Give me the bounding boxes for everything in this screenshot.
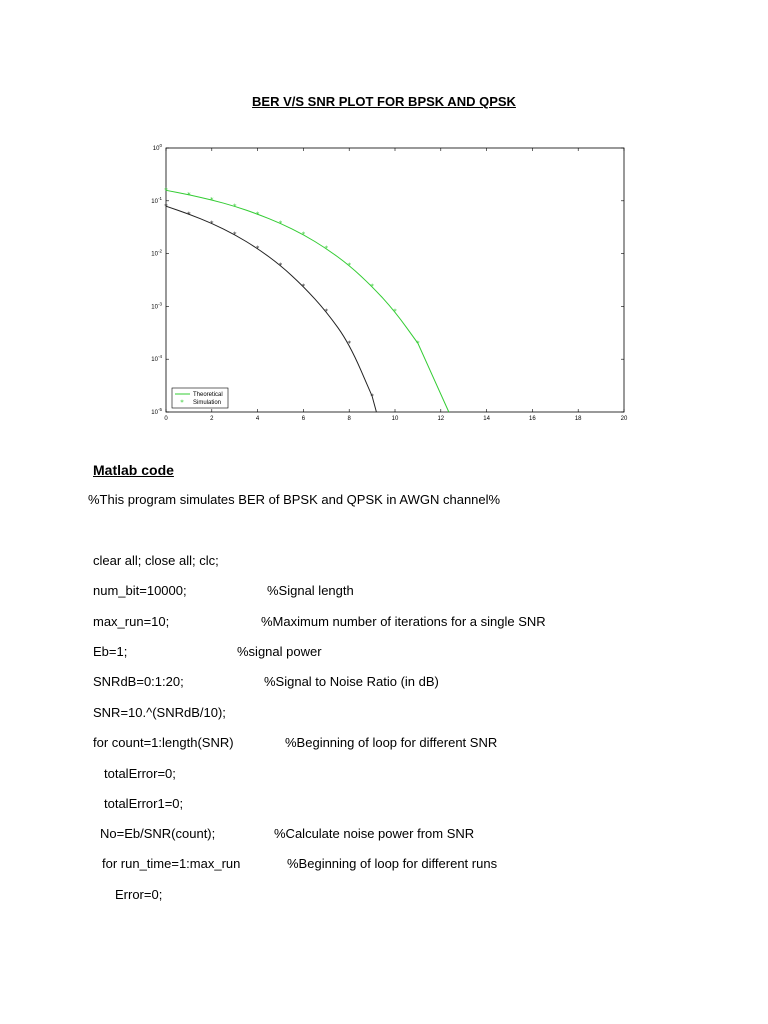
plot-svg (140, 138, 650, 448)
data-point: * (324, 244, 329, 253)
code-comment: %signal power (237, 644, 322, 659)
data-point: * (210, 219, 214, 228)
data-point: * (255, 244, 260, 253)
code-line: SNRdB=0:1:20; (93, 674, 184, 689)
legend-simulation-label: Simulation (193, 400, 222, 406)
y-tick-label: $10^{-3}$ (151, 301, 162, 311)
y-tick-label: $10^{-5}$ (151, 407, 162, 416)
code-comment: %Signal length (267, 583, 354, 598)
x-tick-label: 16 (529, 416, 536, 422)
code-line: Eb=1; (93, 644, 128, 659)
x-tick-label: 8 (347, 416, 351, 422)
data-point: * (324, 307, 329, 316)
data-point: * (370, 282, 374, 291)
data-point: * (278, 219, 283, 228)
x-tick-label: 6 (301, 416, 306, 422)
y-tick-label: $10^{-2}$ (151, 248, 162, 258)
data-point: * (255, 210, 260, 219)
data-point: * (347, 339, 351, 348)
code-line: No=Eb/SNR(count); (100, 826, 216, 841)
code-line: max_run=10; (93, 614, 170, 629)
y-tick-label: $10^0$ (152, 143, 162, 152)
data-point: * (232, 230, 237, 239)
y-tick-label: $10^{-4}$ (151, 354, 162, 364)
x-tick-label: 12 (437, 416, 445, 422)
section-heading: Matlab code (93, 462, 174, 478)
code-comment: %Signal to Noise Ratio (in dB) (264, 674, 439, 689)
intro-comment: %This program simulates BER of BPSK and QPSK in AWGN channel% (88, 492, 501, 507)
code-comment: %Calculate noise power from SNR (274, 826, 475, 841)
plot-area (166, 148, 624, 412)
data-point: * (187, 190, 191, 199)
x-tick-label: 10 (391, 416, 399, 422)
code-line: for count=1:length(SNR) (93, 735, 234, 750)
data-point: * (370, 392, 374, 401)
y-tick-label: $10^{-1}$ (151, 195, 162, 205)
data-point: * (416, 339, 420, 348)
code-comment: %Beginning of loop for different runs (287, 856, 498, 871)
x-tick-label: 20 (620, 416, 628, 422)
x-tick-label: 14 (483, 416, 490, 422)
legend-theoretical-label: Theoretical (193, 392, 223, 398)
data-point: * (278, 261, 283, 270)
code-comment: %Beginning of loop for different SNR (285, 735, 498, 750)
code-line: num_bit=10000; (93, 583, 187, 598)
data-point: * (301, 282, 306, 291)
code-line: SNR=10.^(SNRdB/10); (93, 705, 226, 720)
legend-simulation-marker: * (180, 398, 184, 407)
data-point: * (301, 230, 306, 239)
code-comment: %Maximum number of iterations for a single SNR (261, 614, 546, 629)
code-line: totalError1=0; (104, 796, 184, 811)
x-tick-label: 18 (574, 416, 582, 422)
code-line: clear all; close all; clc; (93, 553, 219, 568)
page-title: BER V/S SNR PLOT FOR BPSK AND QPSK (252, 94, 516, 109)
x-tick-label: 4 (255, 416, 260, 422)
x-tick-label: 2 (210, 416, 214, 422)
data-point: * (393, 307, 397, 316)
code-line: for run_time=1:max_run (102, 856, 241, 871)
data-point: * (347, 261, 351, 270)
code-line: totalError=0; (104, 766, 176, 781)
data-point: * (164, 202, 168, 211)
x-tick-label: 0 (164, 416, 168, 422)
code-line: Error=0; (115, 887, 163, 902)
data-point: * (232, 202, 237, 211)
data-point: * (187, 210, 191, 219)
data-point: * (210, 196, 214, 205)
ber-snr-plot (140, 138, 650, 448)
data-point: * (164, 186, 168, 195)
